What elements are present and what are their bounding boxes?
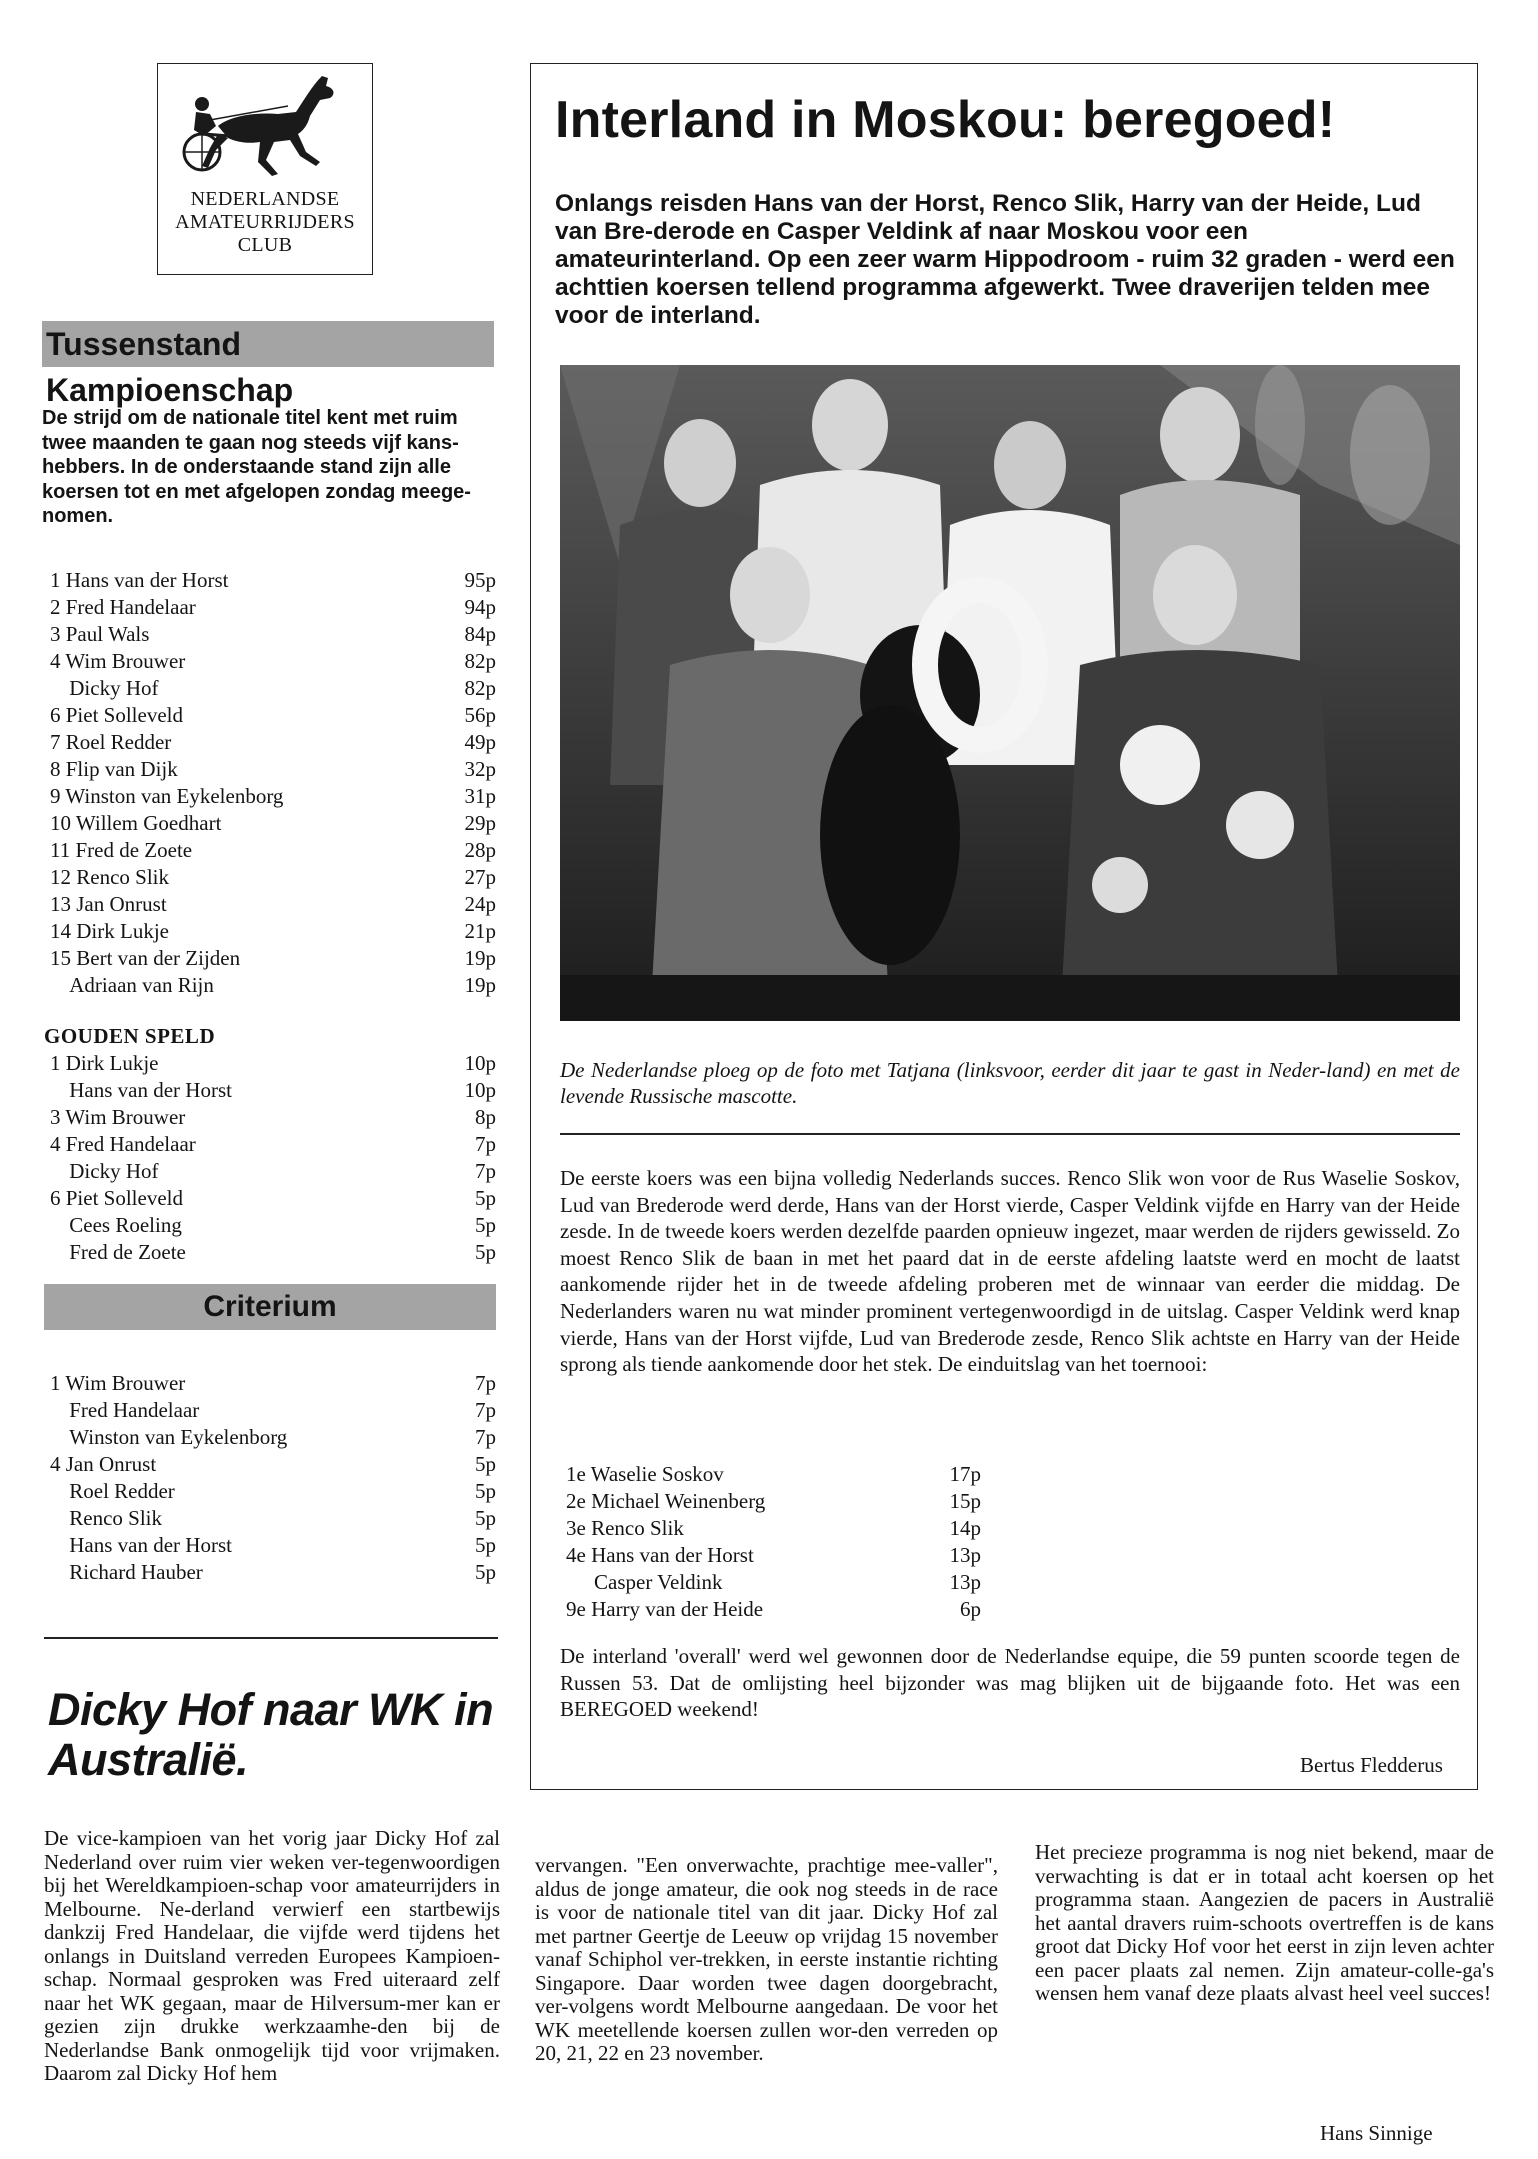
standings-row <box>50 621 496 648</box>
standings-entry <box>50 1158 158 1185</box>
standings-entry <box>50 1532 232 1559</box>
standings-entry <box>50 648 185 675</box>
dicky-headline: Dicky Hof naar WK in Australië. <box>48 1684 494 1785</box>
rider-name: Cees Roeling <box>69 1213 182 1237</box>
standings-entry <box>50 1424 287 1451</box>
result-place: 9e <box>566 1597 586 1621</box>
gouden-speld-list <box>50 1050 496 1266</box>
rider-name: Wim Brouwer <box>65 1105 186 1129</box>
dicky-column-3: Het precieze programma is nog niet bekend, maar de verwachting is dat er in totaal acht koersen op het programma staan. Aangezien de pacers in Australië het aantal dravers ruim-schoots overtreffen is de kans groot dat Dicky Hof voor het eerst in zijn leven achter een pacer plaats zal nemen. Zijn amateur-colle-ga's wensen hem vanaf deze plaats alvast heel veel succes! <box>1035 1840 1494 2005</box>
standings-entry <box>50 702 183 729</box>
rank: 4 <box>50 1452 61 1476</box>
rank: 1 <box>50 1371 61 1395</box>
result-place: 4e <box>566 1543 586 1567</box>
points: 82p <box>464 649 496 673</box>
logo-line-2: AMATEURRIJDERS <box>175 211 355 233</box>
team-photo-image <box>560 365 1460 1021</box>
points: 31p <box>464 784 496 808</box>
standings-entry <box>50 864 169 891</box>
result-row <box>566 1596 1016 1623</box>
criterium-list <box>50 1370 496 1586</box>
standings-row <box>50 918 496 945</box>
article-closing: De interland 'overall' werd wel gewonnen door de Nederlandse equipe, die 59 punten scoorde tegen de Russen 53. Dat de omlijsting heel bijzonder was mag blijken uit de bijgaande foto. Het was een BEREGOED weekend! <box>560 1644 1460 1722</box>
rank: 10 <box>50 811 71 835</box>
standings-row <box>50 1212 496 1239</box>
standings-entry <box>50 1185 183 1212</box>
rider-name: Roel Redder <box>69 1479 175 1503</box>
standings-row <box>50 1532 496 1559</box>
standings-row <box>50 1131 496 1158</box>
article-body: De eerste koers was een bijna volledig Nederlands succes. Renco Slik won voor de Rus Waselie Soskov, Lud van Brederode werd derde, Hans van der Horst vierde, Casper Veldink vijfde en Harry van der Heide zesde. In de tweede koers werden dezelfde paarden opnieuw ingezet, maar werden de rijders gewisseld. Zo moest Renco Slik de baan in met het paard dat in de eerste afdeling laatste werd en mocht de laatst aankomende rijder het in de tweede afdeling proberen met de winnaar van eerder die middag. De Nederlanders waren nu wat minder prominent vertegenwoordigd in de uitslag. Casper Veldink werd knap vierde, Hans van der Horst vijfde, Lud van Brederode zesde, Renco Slik achtste en Harry van der Heide sprong als tiende aankomende door het stek. De einduitslag van het toernooi: <box>560 1166 1460 1377</box>
rider-name: Willem Goedhart <box>75 811 222 835</box>
points: 94p <box>464 595 496 619</box>
standings-entry <box>50 1451 156 1478</box>
rider-name: Paul Wals <box>65 622 150 646</box>
standings-row <box>50 1239 496 1266</box>
result-points: 15p <box>949 1489 981 1513</box>
result-entry <box>566 1569 911 1596</box>
standings-entry <box>50 1478 175 1505</box>
result-points: 17p <box>949 1462 981 1486</box>
result-row <box>566 1461 1016 1488</box>
standings-row <box>50 1451 496 1478</box>
points: 7p <box>475 1159 496 1183</box>
standings-entry <box>50 783 283 810</box>
points: 5p <box>475 1533 496 1557</box>
result-entry <box>566 1515 911 1542</box>
rider-name: Jan Onrust <box>65 1452 157 1476</box>
rider-name: Hans van der Horst <box>69 1078 232 1102</box>
standings-row <box>50 945 496 972</box>
rank: 4 <box>50 649 61 673</box>
result-name: Harry van der Heide <box>591 1597 764 1621</box>
dicky-column-1: De vice-kampioen van het vorig jaar Dicky Hof zal Nederland over ruim vier weken ver-tegenwoordigen bij het Wereldkampioen-schap voor amateurrijders in Melbourne. Ne-derland verwierf een startbewijs dankzij Fred Handelaar, die vijfde werd tijdens het onlangs in Duitsland verreden Europees Kampioen-schap. Normaal gesproken was Fred uiteraard zelf naar het WK gegaan, maar de Hilversum-mer kan er gezien zijn drukke werkzaamhe-den bij de Nederlandse Bank onmogelijk tijd voor vrijmaken. Daarom zal Dicky Hof hem <box>44 1826 500 2085</box>
result-name: Hans van der Horst <box>591 1543 754 1567</box>
result-points: 13p <box>949 1543 981 1567</box>
rider-name: Fred Handelaar <box>65 1132 196 1156</box>
standings-row <box>50 594 496 621</box>
rank: 12 <box>50 865 71 889</box>
rank: 7 <box>50 730 61 754</box>
standings-entry <box>50 729 171 756</box>
rider-name: Dirk Lukje <box>65 1051 159 1075</box>
rider-name: Hans van der Horst <box>65 568 229 592</box>
points: 84p <box>464 622 496 646</box>
rank: 14 <box>50 919 71 943</box>
points: 28p <box>464 838 496 862</box>
rider-name: Fred de Zoete <box>69 1240 186 1264</box>
points: 10p <box>464 1051 496 1075</box>
points: 49p <box>464 730 496 754</box>
standings-entry <box>50 945 240 972</box>
result-name: Casper Veldink <box>594 1570 723 1594</box>
result-row <box>566 1542 1016 1569</box>
points: 95p <box>464 568 496 592</box>
standings-entry <box>50 756 178 783</box>
article-title: Interland in Moskou: beregoed! <box>555 91 1336 149</box>
article-divider <box>560 1133 1460 1135</box>
points: 7p <box>475 1425 496 1449</box>
standings-entry <box>50 621 149 648</box>
rider-name: Bert van der Zijden <box>76 946 241 970</box>
rank: 2 <box>50 595 61 619</box>
points: 7p <box>475 1398 496 1422</box>
rider-name: Winston van Eykelenborg <box>69 1425 288 1449</box>
rank: 13 <box>50 892 71 916</box>
standings-entry <box>50 837 192 864</box>
result-place: 3e <box>566 1516 586 1540</box>
points: 19p <box>464 973 496 997</box>
standings-row <box>50 1424 496 1451</box>
rank: 3 <box>50 622 61 646</box>
standings-entry <box>50 1131 196 1158</box>
standings-row <box>50 1050 496 1077</box>
standings-entry <box>50 972 214 999</box>
standings-row <box>50 1370 496 1397</box>
standings-entry <box>50 1050 158 1077</box>
rank: 3 <box>50 1105 61 1129</box>
standings-entry <box>50 1370 185 1397</box>
points: 24p <box>464 892 496 916</box>
section-title-criterium: Criterium <box>44 1284 496 1330</box>
standings-entry <box>50 1239 186 1266</box>
standings-entry <box>50 891 167 918</box>
standings-row <box>50 729 496 756</box>
result-points: 13p <box>949 1570 981 1594</box>
standings-list <box>50 567 496 999</box>
result-name: Waselie Soskov <box>590 1462 724 1486</box>
standings-row <box>50 567 496 594</box>
rank: 11 <box>50 838 71 862</box>
result-row <box>566 1569 1016 1596</box>
standings-entry <box>50 918 169 945</box>
section-title-tussenstand: Tussenstand Kampioenschap <box>42 321 494 367</box>
result-name: Renco Slik <box>591 1516 684 1540</box>
standings-entry <box>50 1505 162 1532</box>
rank: 8 <box>50 757 61 781</box>
points: 5p <box>475 1479 496 1503</box>
rider-name: Renco Slik <box>69 1506 162 1530</box>
points: 27p <box>464 865 496 889</box>
rider-name: Dicky Hof <box>69 676 159 700</box>
club-logo <box>157 63 373 275</box>
gouden-speld-title: GOUDEN SPELD <box>44 1024 216 1048</box>
standings-row <box>50 675 496 702</box>
standings-intro: De strijd om de nationale titel kent met ruim twee maanden te gaan nog steeds vijf kans-hebbers. In de onderstaande stand zijn alle koersen tot en met afgelopen zondag meege-nomen. <box>42 407 471 527</box>
standings-row <box>50 864 496 891</box>
result-row <box>566 1515 1016 1542</box>
standings-row <box>50 756 496 783</box>
divider <box>44 1637 498 1639</box>
points: 7p <box>475 1371 496 1395</box>
rider-name: Piet Solleveld <box>65 703 183 727</box>
standings-entry <box>50 1559 203 1586</box>
result-row <box>566 1488 1016 1515</box>
standings-row <box>50 972 496 999</box>
result-entry <box>566 1461 911 1488</box>
standings-row <box>50 891 496 918</box>
standings-row <box>50 1505 496 1532</box>
rider-name: Fred Handelaar <box>69 1398 200 1422</box>
rank: 6 <box>50 1186 61 1210</box>
team-photo <box>560 365 1460 1021</box>
result-entry <box>566 1488 911 1515</box>
logo-line-3: CLUB <box>237 234 293 256</box>
standings-row <box>50 1158 496 1185</box>
rider-name: Roel Redder <box>65 730 172 754</box>
standings-entry <box>50 675 158 702</box>
result-place: 1e <box>566 1462 586 1486</box>
dicky-author: Hans Sinnige <box>1320 2121 1433 2145</box>
harness-racing-horse-icon <box>158 64 372 184</box>
points: 7p <box>475 1132 496 1156</box>
points: 10p <box>464 1078 496 1102</box>
rank: 1 <box>50 1051 61 1075</box>
photo-caption: De Nederlandse ploeg op de foto met Tatjana (linksvoor, eerder dit jaar te gast in Neder-land) en met de levende Russische mascotte. <box>560 1058 1460 1108</box>
standings-row <box>50 1397 496 1424</box>
standings-row <box>50 837 496 864</box>
standings-row <box>50 702 496 729</box>
standings-entry <box>50 1104 185 1131</box>
points: 5p <box>475 1213 496 1237</box>
rider-name: Flip van Dijk <box>65 757 178 781</box>
dicky-column-2: vervangen. "Een onverwachte, prachtige mee-valler", aldus de jonge amateur, die ook nog steeds in de race is voor de nationale titel van dit jaar. Dicky Hof zal met partner Geertje de Leeuw op vrijdag 15 november vanaf Schiphol ver-trekken, in eerste instantie richting Singapore. Daar worden twee dagen doorgebracht, ver-volgens wordt Melbourne aangedaan. De voor het WK meetellende koersen zullen wor-den verreden op 20, 21, 22 en 23 november. <box>535 1853 998 2065</box>
rider-name: Dirk Lukje <box>76 919 169 943</box>
standings-row <box>50 1104 496 1131</box>
points: 21p <box>464 919 496 943</box>
rank: 1 <box>50 568 61 592</box>
standings-entry <box>50 810 221 837</box>
rider-name: Fred de Zoete <box>75 838 193 862</box>
rider-name: Winston van Eykelenborg <box>65 784 284 808</box>
standings-entry <box>50 1397 199 1424</box>
result-entry <box>566 1542 911 1569</box>
points: 19p <box>464 946 496 970</box>
result-name: Michael Weinenberg <box>591 1489 766 1513</box>
rank: 9 <box>50 784 61 808</box>
points: 5p <box>475 1452 496 1476</box>
rider-name: Hans van der Horst <box>69 1533 232 1557</box>
standings-row <box>50 648 496 675</box>
standings-row <box>50 1185 496 1212</box>
article-intro: Onlangs reisden Hans van der Horst, Renco Slik, Harry van der Heide, Lud van Bre-derode en Casper Veldink af naar Moskou voor een amateurinterland. Op een zeer warm Hippodroom - ruim 32 graden - werd een achttien koersen tellend programma afgewerkt. Twee draverijen telden mee voor de interland. <box>555 190 1455 329</box>
rank: 6 <box>50 703 61 727</box>
rider-name: Fred Handelaar <box>65 595 196 619</box>
standings-row <box>50 810 496 837</box>
results-table <box>566 1461 1016 1623</box>
standings-entry <box>50 1077 232 1104</box>
logo-line-1: NEDERLANDSE <box>190 188 340 210</box>
rider-name: Dicky Hof <box>69 1159 159 1183</box>
rider-name: Wim Brouwer <box>65 649 186 673</box>
points: 32p <box>464 757 496 781</box>
points: 5p <box>475 1506 496 1530</box>
standings-row <box>50 1478 496 1505</box>
points: 8p <box>475 1105 496 1129</box>
points: 56p <box>464 703 496 727</box>
standings-entry <box>50 594 196 621</box>
points: 5p <box>475 1560 496 1584</box>
rider-name: Adriaan van Rijn <box>69 973 214 997</box>
result-points: 14p <box>949 1516 981 1540</box>
rider-name: Renco Slik <box>76 865 169 889</box>
result-entry <box>566 1596 911 1623</box>
rank: 15 <box>50 946 71 970</box>
standings-row <box>50 783 496 810</box>
rider-name: Wim Brouwer <box>65 1371 186 1395</box>
result-points: 6p <box>960 1597 981 1621</box>
points: 5p <box>475 1240 496 1264</box>
standings-entry <box>50 567 228 594</box>
points: 29p <box>464 811 496 835</box>
points: 5p <box>475 1186 496 1210</box>
rank: 4 <box>50 1132 61 1156</box>
standings-entry <box>50 1212 182 1239</box>
result-place: 2e <box>566 1489 586 1513</box>
rider-name: Jan Onrust <box>76 892 167 916</box>
article-author: Bertus Fledderus <box>1300 1753 1443 1777</box>
rider-name: Richard Hauber <box>69 1560 203 1584</box>
standings-row <box>50 1559 496 1586</box>
rider-name: Piet Solleveld <box>65 1186 183 1210</box>
points: 82p <box>464 676 496 700</box>
standings-row <box>50 1077 496 1104</box>
